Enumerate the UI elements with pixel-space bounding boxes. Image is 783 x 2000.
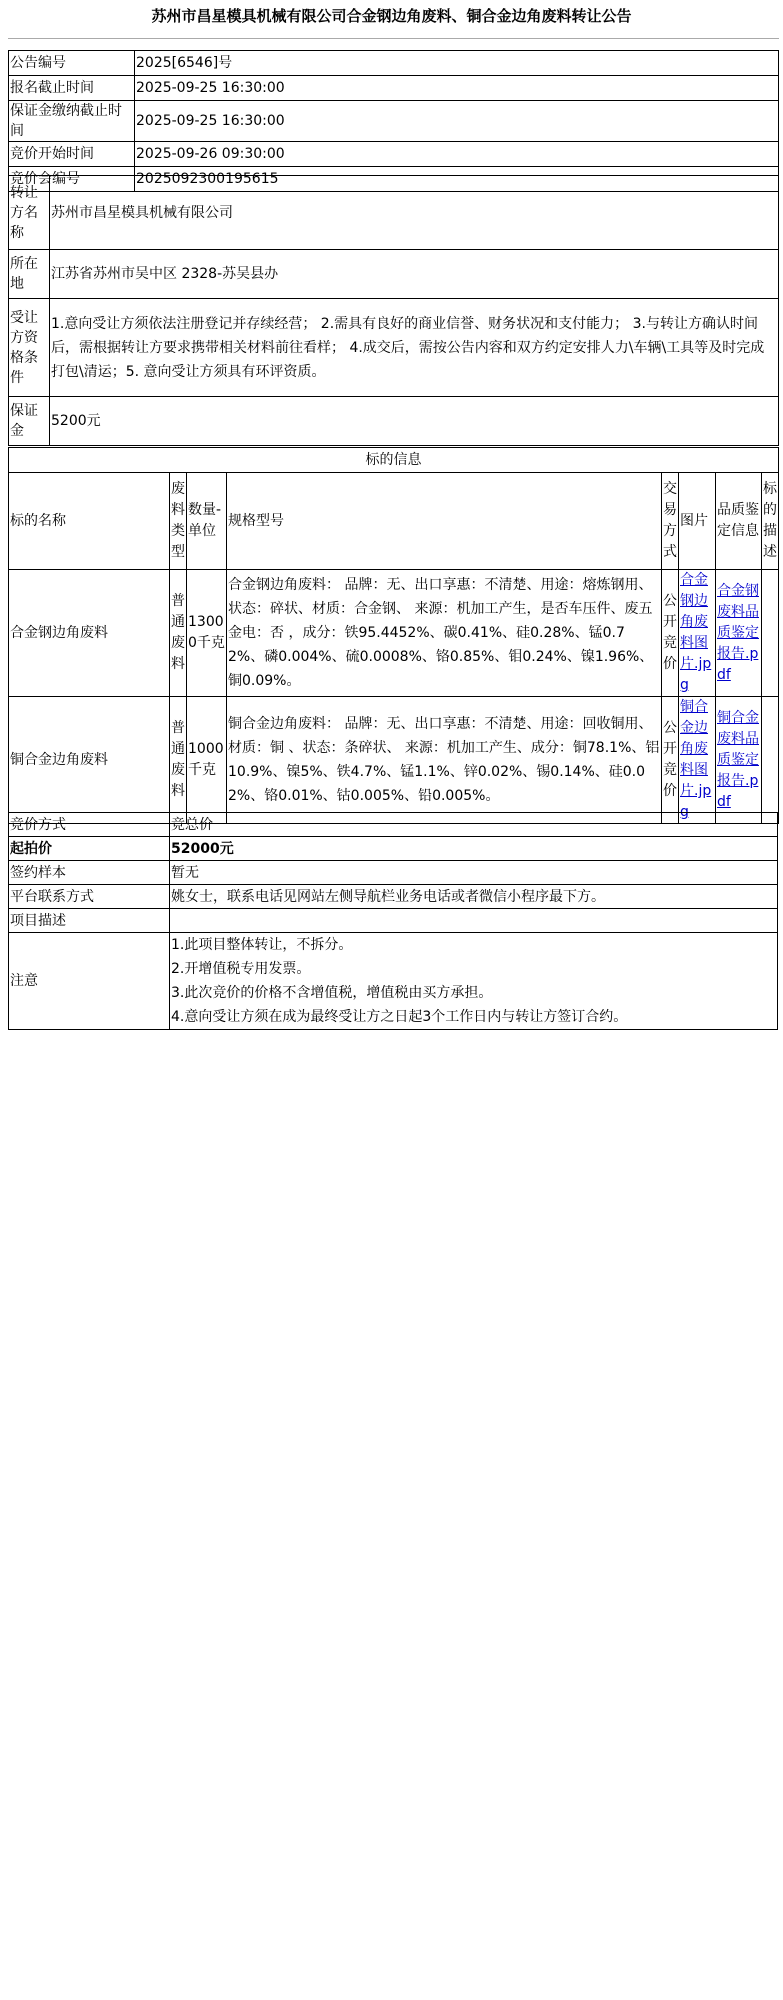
lot-image-cell — [679, 570, 716, 697]
qualification-row — [9, 299, 779, 397]
lot-spec: 合金钢边角废料： 品牌：无、出口享惠：不清楚、用途：熔炼钢用、状态：碎状、材质：合金钢、 来源：机加工产生，是否车压件、废五金电：否 ，成分：铁95.4452%、碳0.41%、硅0.28%、锰0.72%、磷0.004%、硫0.0008%、铬0.85%、钼0.24%、镍1.96%、铜0.09%。 — [227, 570, 662, 697]
info-label: 竞价开始时间 — [9, 142, 135, 167]
info-value: 2025-09-25 16:30:00 — [135, 76, 779, 101]
bid-method-row — [9, 813, 778, 837]
lot-row — [9, 570, 779, 697]
lot-image-cell — [679, 697, 716, 824]
info-label: 报名截止时间 — [9, 76, 135, 101]
note-item: 3.此次竞价的价格不含增值税，增值税由买方承担。 — [171, 985, 493, 1001]
notes-row — [9, 933, 778, 1030]
notes-label: 注意 — [9, 933, 170, 1030]
transferor-name: 苏州市昌星模具机械有限公司 — [50, 176, 779, 250]
start-price-value: 52000元 — [170, 837, 778, 861]
info-value: 2025092300195615 — [135, 167, 779, 192]
qualification-label: 受让方资格条件 — [9, 299, 50, 397]
note-item: 4.意向受让方须在成为最终受让方之日起3个工作日内与转让方签订合约。 — [171, 1009, 628, 1025]
col-header-image: 图片 — [679, 473, 716, 570]
lot-method: 公开竞价 — [662, 570, 679, 697]
lot-type: 普通废料 — [170, 570, 187, 697]
info-value: 2025-09-26 09:30:00 — [135, 142, 779, 167]
lot-qty-unit — [187, 570, 227, 697]
deposit-value: 5200元 — [50, 397, 779, 446]
note-item: 1.此项目整体转让，不拆分。 — [171, 937, 353, 953]
deposit-row — [9, 397, 779, 446]
transferor-name-label: 转让方名称 — [9, 176, 50, 250]
info-label: 保证金缴纳截止时间 — [9, 101, 135, 142]
lot-info-table — [8, 447, 779, 824]
lot-row — [9, 697, 779, 824]
transferor-name-row — [9, 176, 779, 250]
transferor-address-label: 所在地 — [9, 250, 50, 299]
project-desc-value — [170, 909, 778, 933]
sample-row — [9, 861, 778, 885]
bid-method-value: 竞总价 — [170, 813, 778, 837]
info-row — [9, 51, 779, 76]
contact-value: 姚女士，联系电话见网站左侧导航栏业务电话或者微信小程序最下方。 — [170, 885, 778, 909]
transferor-address: 江苏省苏州市吴中区 2328-苏吴县办 — [50, 250, 779, 299]
lot-section-header-row — [9, 448, 779, 473]
sample-value: 暂无 — [170, 861, 778, 885]
lot-unit: 千克 — [188, 762, 216, 778]
announcement-info-table — [8, 50, 779, 192]
info-label: 公告编号 — [9, 51, 135, 76]
transferor-address-row — [9, 250, 779, 299]
lot-quality-link[interactable]: 铜合金废料品质鉴定报告.pdf — [717, 709, 759, 810]
lot-desc — [762, 697, 779, 824]
lot-name: 铜合金边角废料 — [9, 697, 170, 824]
info-row — [9, 101, 779, 142]
lot-header-row — [9, 473, 779, 570]
col-header-qty-unit: 数量-单位 — [187, 473, 227, 570]
contact-label: 平台联系方式 — [9, 885, 170, 909]
start-price-label: 起拍价 — [9, 837, 170, 861]
bidding-info-table — [8, 812, 778, 1030]
lot-type: 普通废料 — [170, 697, 187, 824]
lot-spec: 铜合金边角废料： 品牌：无、出口享惠：不清楚、用途：回收铜用、材质：铜 、状态：条碎状、 来源：机加工产生、成分：铜78.1%、铝10.9%、镍5%、铁4.7%、锰1.1%、锌0.02%、锡0.14%、硅0.02%、铬0.01%、钴0.005%、铅0.005%。 — [227, 697, 662, 824]
col-header-qty: 数量 — [188, 502, 216, 518]
info-value: 2025-09-25 16:30:00 — [135, 101, 779, 142]
col-header-name: 标的名称 — [9, 473, 170, 570]
col-header-method: 交易方式 — [662, 473, 679, 570]
lot-quality-link[interactable]: 合金钢废料品质鉴定报告.pdf — [717, 582, 759, 683]
contact-row — [9, 885, 778, 909]
deposit-label: 保证金 — [9, 397, 50, 446]
qualification-text: 1.意向受让方须依法注册登记并存续经营； 2.需具有良好的商业信誉、财务状况和支付能力； 3.与转让方确认时间后，需根据转让方要求携带相关材料前往看样； 4.成交后，需按公告内容和双方约定安排人力\车辆\工具等及时完成打包\清运；5. 意向受让方须具有环评资质。 — [50, 299, 779, 397]
lot-image-link[interactable]: 铜合金边角废料图片.jpg — [680, 699, 712, 820]
lot-qty: 13000 — [188, 614, 224, 651]
note-item: 2.开增值税专用发票。 — [171, 961, 311, 977]
sample-label: 签约样本 — [9, 861, 170, 885]
lot-quality-cell — [716, 697, 762, 824]
transferor-table — [8, 175, 779, 446]
col-header-spec: 规格型号 — [227, 473, 662, 570]
info-row — [9, 142, 779, 167]
bid-method-label: 竞价方式 — [9, 813, 170, 837]
lot-desc — [762, 570, 779, 697]
lot-name: 合金钢边角废料 — [9, 570, 170, 697]
lot-method: 公开竞价 — [662, 697, 679, 824]
notes-list — [170, 933, 778, 1030]
project-desc-row — [9, 909, 778, 933]
lot-quality-cell — [716, 570, 762, 697]
info-label: 竞价会编号 — [9, 167, 135, 192]
info-row — [9, 76, 779, 101]
lot-qty-unit — [187, 697, 227, 824]
col-header-unit: 单位 — [188, 523, 216, 539]
lot-image-link[interactable]: 合金钢边角废料图片.jpg — [680, 572, 712, 693]
lot-unit: 千克 — [196, 635, 225, 651]
col-header-type: 废料类型 — [170, 473, 187, 570]
start-price-row — [9, 837, 778, 861]
lot-section-title: 标的信息 — [9, 448, 779, 473]
lot-qty: 1000 — [188, 741, 224, 757]
col-header-quality: 品质鉴定信息 — [716, 473, 762, 570]
title-divider — [8, 38, 779, 39]
info-value: 2025[6546]号 — [135, 51, 779, 76]
project-desc-label: 项目描述 — [9, 909, 170, 933]
page-title: 苏州市昌星模具机械有限公司合金钢边角废料、铜合金边角废料转让公告 — [151, 7, 632, 25]
col-header-desc: 标的描述 — [762, 473, 779, 570]
